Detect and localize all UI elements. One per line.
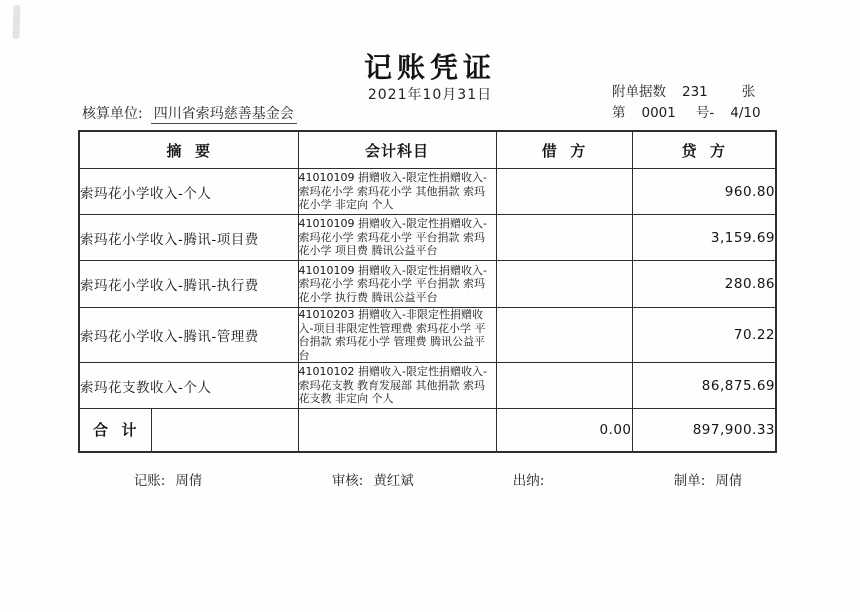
accounting-unit-label: 核算单位:	[82, 106, 143, 122]
row-debit	[496, 261, 632, 308]
row-summary: 索玛花支教收入-个人	[79, 363, 298, 409]
row-summary: 索玛花小学收入-腾讯-管理费	[79, 308, 298, 363]
row-account: 41010102 捐赠收入-限定性捐赠收入-索玛花支教 教育发展部 其他捐款 索玛花支教 非定向 个人	[298, 363, 496, 409]
table-row	[79, 261, 776, 308]
row-summary: 索玛花小学收入-个人	[79, 169, 298, 215]
number-prefix: 第	[612, 105, 626, 121]
reviewer-signature	[306, 453, 414, 505]
preparer-signature	[648, 453, 742, 505]
header-debit: 借 方	[496, 131, 632, 169]
row-debit	[496, 215, 632, 261]
table-row	[79, 308, 776, 363]
reviewer-name: 黄红斌	[373, 473, 414, 489]
cashier-label: 出纳:	[512, 473, 545, 489]
cashier-signature	[487, 453, 554, 505]
voucher-meta	[612, 82, 812, 124]
total-label: 合 计	[79, 409, 151, 452]
header-credit: 贷 方	[632, 131, 776, 169]
table-row	[79, 169, 776, 215]
attachment-unit: 张	[741, 84, 756, 100]
row-summary: 索玛花小学收入-腾讯-项目费	[79, 215, 298, 261]
preparer-label: 制单:	[673, 473, 706, 489]
total-debit: 0.00	[496, 409, 632, 452]
voucher-date: 2021年10月31日	[367, 87, 493, 103]
row-debit	[496, 363, 632, 409]
row-account: 41010109 捐赠收入-限定性捐赠收入-索玛花小学 索玛花小学 平台捐款 索玛花小学 项目费 腾讯公益平台	[298, 215, 496, 261]
attachment-count: 231	[682, 84, 708, 100]
scan-artifact	[12, 5, 20, 39]
voucher-table	[78, 130, 777, 453]
bookkeeper-label: 记账:	[133, 473, 166, 489]
total-empty-cell	[298, 409, 496, 452]
row-debit	[496, 169, 632, 215]
row-account: 41010203 捐赠收入-非限定性捐赠收入-项目非限定性管理费 索玛花小学 平台捐款 索玛花小学 管理费 腾讯公益平台	[298, 308, 496, 363]
total-empty-cell	[151, 409, 298, 452]
header-account: 会计科目	[298, 131, 496, 169]
preparer-name: 周倩	[715, 473, 743, 489]
accounting-unit-line	[82, 103, 297, 123]
accounting-unit-name: 四川省索玛慈善基金会	[151, 106, 297, 124]
row-credit: 86,875.69	[632, 363, 776, 409]
table-total-row	[79, 409, 776, 452]
table-header-row	[79, 131, 776, 169]
header-summary: 摘 要	[79, 131, 298, 169]
total-credit: 897,900.33	[632, 409, 776, 452]
row-credit: 70.22	[632, 308, 776, 363]
row-summary: 索玛花小学收入-腾讯-执行费	[79, 261, 298, 308]
page-number: 4/10	[730, 105, 761, 121]
table-row	[79, 363, 776, 409]
bookkeeper-name: 周倩	[175, 473, 203, 489]
page-title: 记账凭证	[363, 51, 496, 84]
attachment-count-line	[612, 82, 812, 103]
row-account: 41010109 捐赠收入-限定性捐赠收入-索玛花小学 索玛花小学 其他捐款 索玛花小学 非定向 个人	[298, 169, 496, 215]
bookkeeper-signature	[108, 453, 202, 505]
attachment-label: 附单据数	[612, 84, 666, 100]
row-debit	[496, 308, 632, 363]
row-credit: 280.86	[632, 261, 776, 308]
number-suffix: 号-	[695, 105, 715, 121]
reviewer-label: 审核:	[331, 473, 364, 489]
number-value: 0001	[641, 105, 676, 121]
row-credit: 960.80	[632, 169, 776, 215]
row-account: 41010109 捐赠收入-限定性捐赠收入-索玛花小学 索玛花小学 平台捐款 索玛花小学 执行费 腾讯公益平台	[298, 261, 496, 308]
voucher-number-line	[612, 103, 812, 124]
table-row	[79, 215, 776, 261]
signature-line	[0, 453, 860, 489]
row-credit: 3,159.69	[632, 215, 776, 261]
